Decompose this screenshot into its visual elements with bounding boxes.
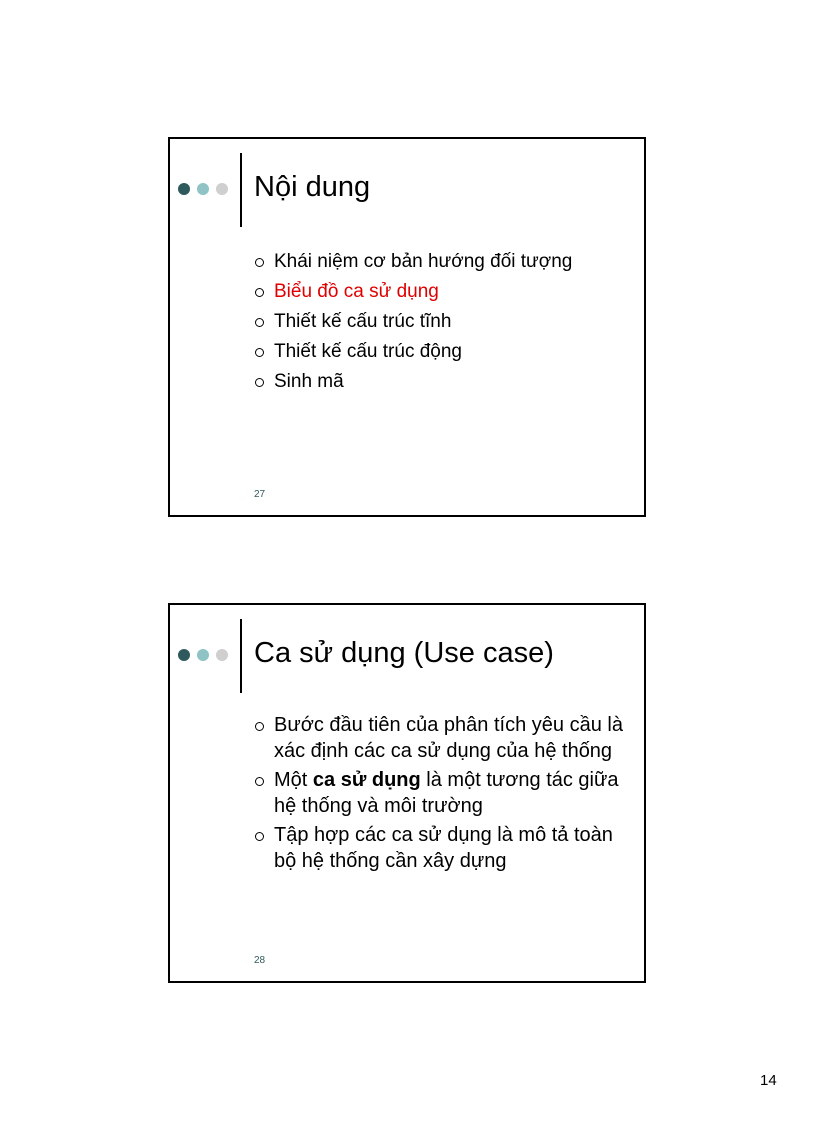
slide-title: Nội dung <box>254 171 371 203</box>
list-item: Thiết kế cấu trúc tĩnh <box>254 307 634 337</box>
circle-bullet-icon <box>255 288 264 297</box>
slide-28 <box>168 603 646 983</box>
bullet-list <box>254 713 624 878</box>
list-item: Tập hợp các ca sử dụng là mô tả toàn bộ hệ thống cần xây dựng <box>254 823 624 874</box>
list-item: Khái niệm cơ bản hướng đối tượng <box>254 247 634 277</box>
decorative-dots-icon <box>178 183 234 197</box>
list-item-highlighted: Biểu đồ ca sử dụng <box>254 277 634 307</box>
dot-dark-icon <box>178 183 190 195</box>
slide-27 <box>168 137 646 517</box>
slide-number: 28 <box>254 955 266 966</box>
decorative-dots-icon <box>178 649 234 663</box>
circle-bullet-icon <box>255 777 264 786</box>
title-divider <box>240 153 242 227</box>
slide-title: Ca sử dụng (Use case) <box>254 637 554 669</box>
dot-light-icon <box>197 183 209 195</box>
list-item: Bước đầu tiên của phân tích yêu cầu là xác định các ca sử dụng của hệ thống <box>254 713 624 764</box>
page-number: 14 <box>760 1072 777 1089</box>
dot-gray-icon <box>216 183 228 195</box>
dot-dark-icon <box>178 649 190 661</box>
dot-gray-icon <box>216 649 228 661</box>
list-item: Sinh mã <box>254 367 634 397</box>
title-divider <box>240 619 242 693</box>
bullet-list <box>254 247 634 397</box>
list-item: Thiết kế cấu trúc động <box>254 337 634 367</box>
circle-bullet-icon <box>255 832 264 841</box>
list-item: Một ca sử dụng là một tương tác giữa hệ thống và môi trường <box>254 768 624 819</box>
circle-bullet-icon <box>255 318 264 327</box>
circle-bullet-icon <box>255 722 264 731</box>
bold-term: ca sử dụng <box>312 769 421 791</box>
circle-bullet-icon <box>255 258 264 267</box>
circle-bullet-icon <box>255 348 264 357</box>
circle-bullet-icon <box>255 378 264 387</box>
slide-number: 27 <box>254 489 266 500</box>
dot-light-icon <box>197 649 209 661</box>
